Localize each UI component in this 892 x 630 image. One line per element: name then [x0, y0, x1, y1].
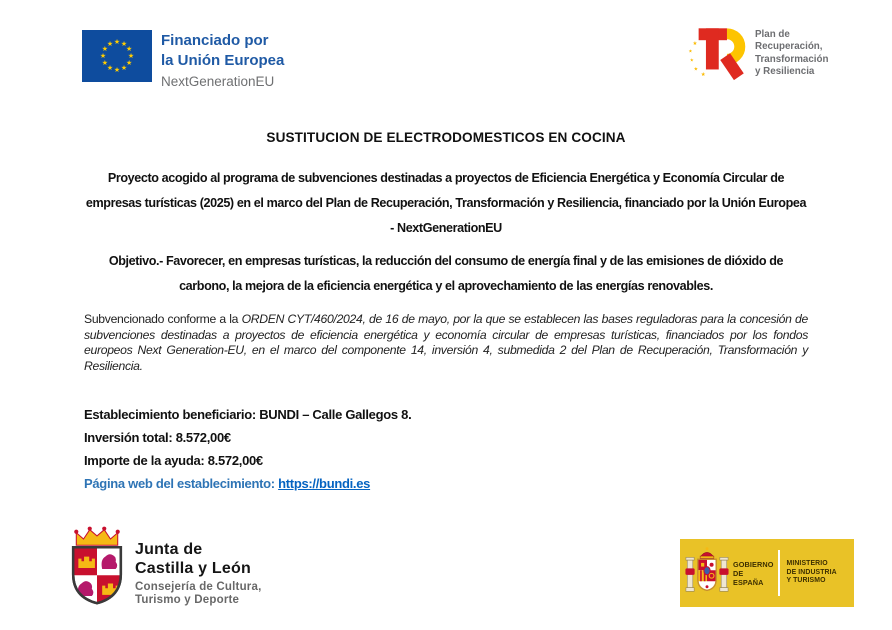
svg-text:★: ★ — [101, 45, 109, 53]
spain-coat-of-arms-icon — [685, 544, 729, 602]
svg-text:★: ★ — [113, 66, 121, 74]
svg-text:★: ★ — [125, 59, 133, 67]
jcyl-dept-line1: Consejería de Cultura, — [135, 581, 262, 593]
svg-text:★: ★ — [120, 64, 128, 73]
svg-text:★: ★ — [692, 40, 698, 47]
prtr-line3: Transformación — [755, 53, 829, 65]
gobierno-divider — [778, 550, 780, 596]
svg-text:★: ★ — [106, 64, 114, 73]
eu-logo-line3: NextGenerationEU — [161, 74, 275, 89]
svg-text:★: ★ — [106, 39, 114, 48]
jcyl-dept — [135, 581, 261, 607]
svg-text:★: ★ — [99, 52, 107, 60]
jcyl-name-line2: Castilla y León — [135, 559, 251, 577]
objective-paragraph: Objetivo.- Favorecer, en empresas turísticas, la reducción del consumo de energía final y de las emisiones de dióxido de carbono, la mejora de la eficiencia energética y el aprovechamiento de las energías renovables. — [108, 254, 784, 293]
ministry-line2: DE INDUSTRIA — [786, 568, 837, 576]
legal-paragraph-prefix: Subvencionado conforme a la — [84, 312, 242, 326]
legal-paragraph — [84, 312, 808, 374]
jcyl-logo-text — [135, 524, 261, 612]
svg-text:★: ★ — [101, 59, 109, 67]
prtr-logo — [684, 20, 829, 86]
prtr-line4: y Resiliencia — [755, 65, 815, 77]
aid-amount-line: Importe de la ayuda: 8.572,00€ — [84, 453, 263, 469]
legal-paragraph-order: ORDEN CYT/460/2024, de 16 de mayo, por la que se establecen las bases reguladoras para la concesión de subvenciones destinadas a proyectos de eficiencia energética y economía circular de empresas turísticas, financiados por los fondos europeos Next Generation-EU, en el marco del componente 14, inversión 4, submedida 2 del Plan de Recuperación, Transformación y Resiliencia. — [84, 312, 808, 373]
svg-text:★: ★ — [120, 39, 128, 48]
website-link[interactable]: https://bundi.es — [278, 476, 371, 492]
prtr-line2: Recuperación, — [755, 41, 823, 53]
website-line — [84, 477, 808, 491]
prtr-logo-text — [755, 29, 829, 86]
ministry-text — [787, 560, 837, 586]
gobierno-line1: GOBIERNO — [733, 559, 774, 569]
eu-logo-line1: Financiado por — [161, 32, 269, 49]
eu-funding-logo — [82, 30, 284, 90]
svg-text:★: ★ — [127, 52, 135, 60]
svg-text:★: ★ — [689, 58, 694, 64]
eu-logo-line2: la Unión Europea — [161, 51, 285, 69]
gobierno-line2: DE ESPAÑA — [733, 568, 764, 587]
jcyl-name-line1: Junta de — [135, 541, 203, 558]
website-label: Página web del establecimiento: — [84, 476, 279, 492]
ministry-line1: MINISTERIO — [786, 560, 828, 568]
svg-text:★: ★ — [700, 71, 706, 78]
gobierno-text — [733, 560, 773, 587]
document-content — [84, 130, 808, 500]
beneficiary-line: Establecimiento beneficiario: BUNDI – Calle Gallegos 8. — [84, 407, 412, 423]
jcyl-logo — [68, 524, 261, 612]
prtr-line1: Plan de — [755, 29, 790, 40]
eu-flag-icon — [82, 30, 152, 82]
svg-text:★: ★ — [113, 38, 121, 46]
gobierno-logo — [680, 539, 854, 607]
beneficiary-info — [84, 408, 808, 491]
jcyl-dept-line2: Turismo y Deporte — [135, 594, 240, 606]
svg-text:★: ★ — [688, 49, 693, 55]
svg-text:★: ★ — [125, 45, 133, 53]
ministry-line3: Y TURISMO — [786, 577, 826, 585]
page-title: SUSTITUCION DE ELECTRODOMESTICOS EN COCINA — [266, 130, 626, 145]
investment-line: Inversión total: 8.572,00€ — [84, 430, 231, 446]
jcyl-crest-icon — [68, 524, 126, 612]
prtr-logo-icon — [684, 20, 748, 86]
eu-logo-text — [161, 30, 284, 90]
svg-text:★: ★ — [693, 66, 699, 73]
project-paragraph: Proyecto acogido al programa de subvenciones destinadas a proyectos de Eficiencia Energética y Economía Circular de empresas turísticas (2025) en el marco del Plan de Recuperación, Transformación y Resiliencia, financiado por la Unión Europea - NextGenerationEU — [85, 171, 807, 235]
